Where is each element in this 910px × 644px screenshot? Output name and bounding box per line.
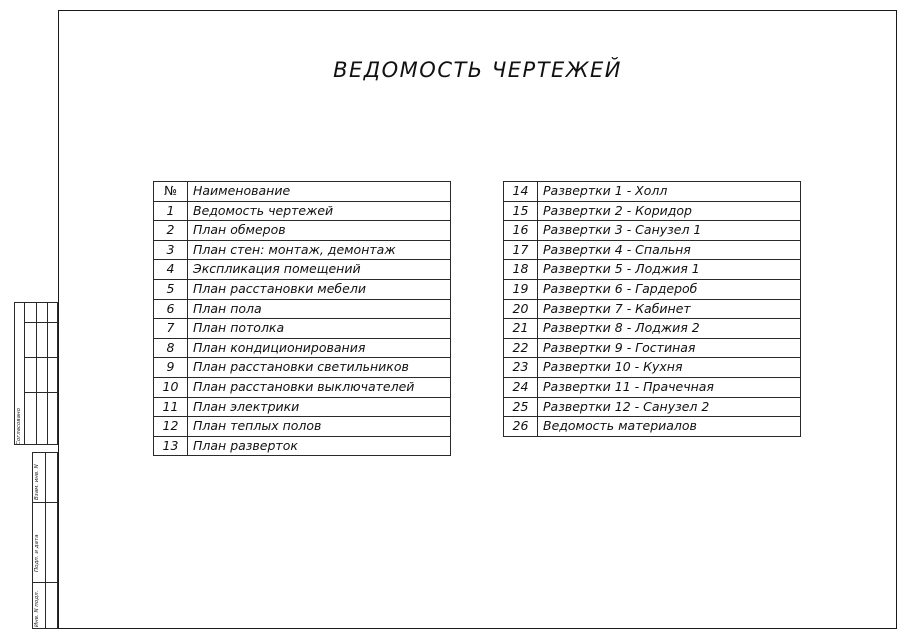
- table-row: [154, 299, 451, 319]
- stamp-divider: [24, 357, 58, 358]
- row-name: Развертки 3 - Санузел 1: [538, 221, 801, 241]
- row-number: 12: [154, 417, 188, 437]
- row-name: Развертки 2 - Коридор: [538, 201, 801, 221]
- row-number: 9: [154, 358, 188, 378]
- table-row: [154, 221, 451, 241]
- table-row: [154, 397, 451, 417]
- row-number: 24: [504, 377, 538, 397]
- row-name: Развертки 6 - Гардероб: [538, 279, 801, 299]
- row-number: 13: [154, 436, 188, 456]
- table-row: [154, 338, 451, 358]
- row-name: План пола: [188, 299, 451, 319]
- row-name: План электрики: [188, 397, 451, 417]
- table-row: [504, 417, 801, 437]
- table-row: [504, 299, 801, 319]
- table-row: [504, 279, 801, 299]
- table-row: [504, 260, 801, 280]
- table-row: [504, 221, 801, 241]
- table-row: [154, 358, 451, 378]
- stamp-divider: [24, 322, 58, 323]
- table-row: [154, 436, 451, 456]
- row-number: 15: [504, 201, 538, 221]
- row-name: План расстановки мебели: [188, 279, 451, 299]
- stamp-inv-orig-label: Инв. N подл.: [34, 590, 40, 627]
- stamp-divider: [24, 392, 58, 393]
- table-row: [154, 377, 451, 397]
- table-row: [504, 397, 801, 417]
- stamp-divider: [45, 452, 46, 629]
- row-number: 7: [154, 319, 188, 339]
- stamp-divider: [24, 302, 25, 445]
- row-number: 8: [154, 338, 188, 358]
- row-number: 4: [154, 260, 188, 280]
- row-name: Ведомость чертежей: [188, 201, 451, 221]
- row-number: 1: [154, 201, 188, 221]
- stamp-agreed-label: Согласовано: [16, 408, 22, 445]
- table-row: [504, 377, 801, 397]
- stamp-divider: [47, 302, 58, 445]
- row-number: 21: [504, 319, 538, 339]
- table-row: [504, 201, 801, 221]
- page-title: ВЕДОМОСТЬ ЧЕРТЕЖЕЙ: [333, 58, 622, 82]
- row-number: 20: [504, 299, 538, 319]
- row-number: 10: [154, 377, 188, 397]
- table-row: [154, 201, 451, 221]
- row-name: Развертки 9 - Гостиная: [538, 338, 801, 358]
- table-row: [504, 240, 801, 260]
- row-number: 5: [154, 279, 188, 299]
- row-number: 11: [154, 397, 188, 417]
- row-name: Развертки 5 - Лоджия 1: [538, 260, 801, 280]
- header-name: Наименование: [188, 182, 451, 202]
- row-name: План теплых полов: [188, 417, 451, 437]
- row-number: 17: [504, 240, 538, 260]
- row-number: 19: [504, 279, 538, 299]
- row-name: Развертки 7 - Кабинет: [538, 299, 801, 319]
- row-name: План обмеров: [188, 221, 451, 241]
- row-name: Развертки 1 - Холл: [538, 182, 801, 202]
- stamp-divider: [32, 502, 58, 503]
- side-stamp: [14, 302, 58, 629]
- row-number: 2: [154, 221, 188, 241]
- row-name: Развертки 12 - Санузел 2: [538, 397, 801, 417]
- stamp-inv-replace-label: Взам. инв. N: [34, 464, 40, 500]
- stamp-divider: [32, 582, 58, 583]
- table-row: [154, 319, 451, 339]
- table-row: [504, 182, 801, 202]
- row-name: Развертки 10 - Кухня: [538, 358, 801, 378]
- row-number: 22: [504, 338, 538, 358]
- row-name: Ведомость материалов: [538, 417, 801, 437]
- table-row: [504, 338, 801, 358]
- stamp-sign-date-label: Подп. и дата: [34, 534, 40, 572]
- row-name: План стен: монтаж, демонтаж: [188, 240, 451, 260]
- header-num: №: [154, 182, 188, 202]
- row-number: 25: [504, 397, 538, 417]
- row-number: 6: [154, 299, 188, 319]
- row-name: План расстановки светильников: [188, 358, 451, 378]
- row-name: Развертки 4 - Спальня: [538, 240, 801, 260]
- table-header-row: [154, 182, 451, 202]
- row-name: План разверток: [188, 436, 451, 456]
- drawings-table-right: [503, 181, 801, 437]
- table-row: [154, 417, 451, 437]
- row-number: 18: [504, 260, 538, 280]
- table-row: [154, 279, 451, 299]
- row-number: 26: [504, 417, 538, 437]
- row-name: План кондиционирования: [188, 338, 451, 358]
- table-row: [154, 260, 451, 280]
- row-name: План потолка: [188, 319, 451, 339]
- table-row: [154, 240, 451, 260]
- row-number: 14: [504, 182, 538, 202]
- row-name: План расстановки выключателей: [188, 377, 451, 397]
- row-name: Экспликация помещений: [188, 260, 451, 280]
- row-number: 23: [504, 358, 538, 378]
- row-number: 3: [154, 240, 188, 260]
- row-name: Развертки 8 - Лоджия 2: [538, 319, 801, 339]
- drawings-table-left: [153, 181, 451, 456]
- row-name: Развертки 11 - Прачечная: [538, 377, 801, 397]
- table-row: [504, 358, 801, 378]
- table-row: [504, 319, 801, 339]
- row-number: 16: [504, 221, 538, 241]
